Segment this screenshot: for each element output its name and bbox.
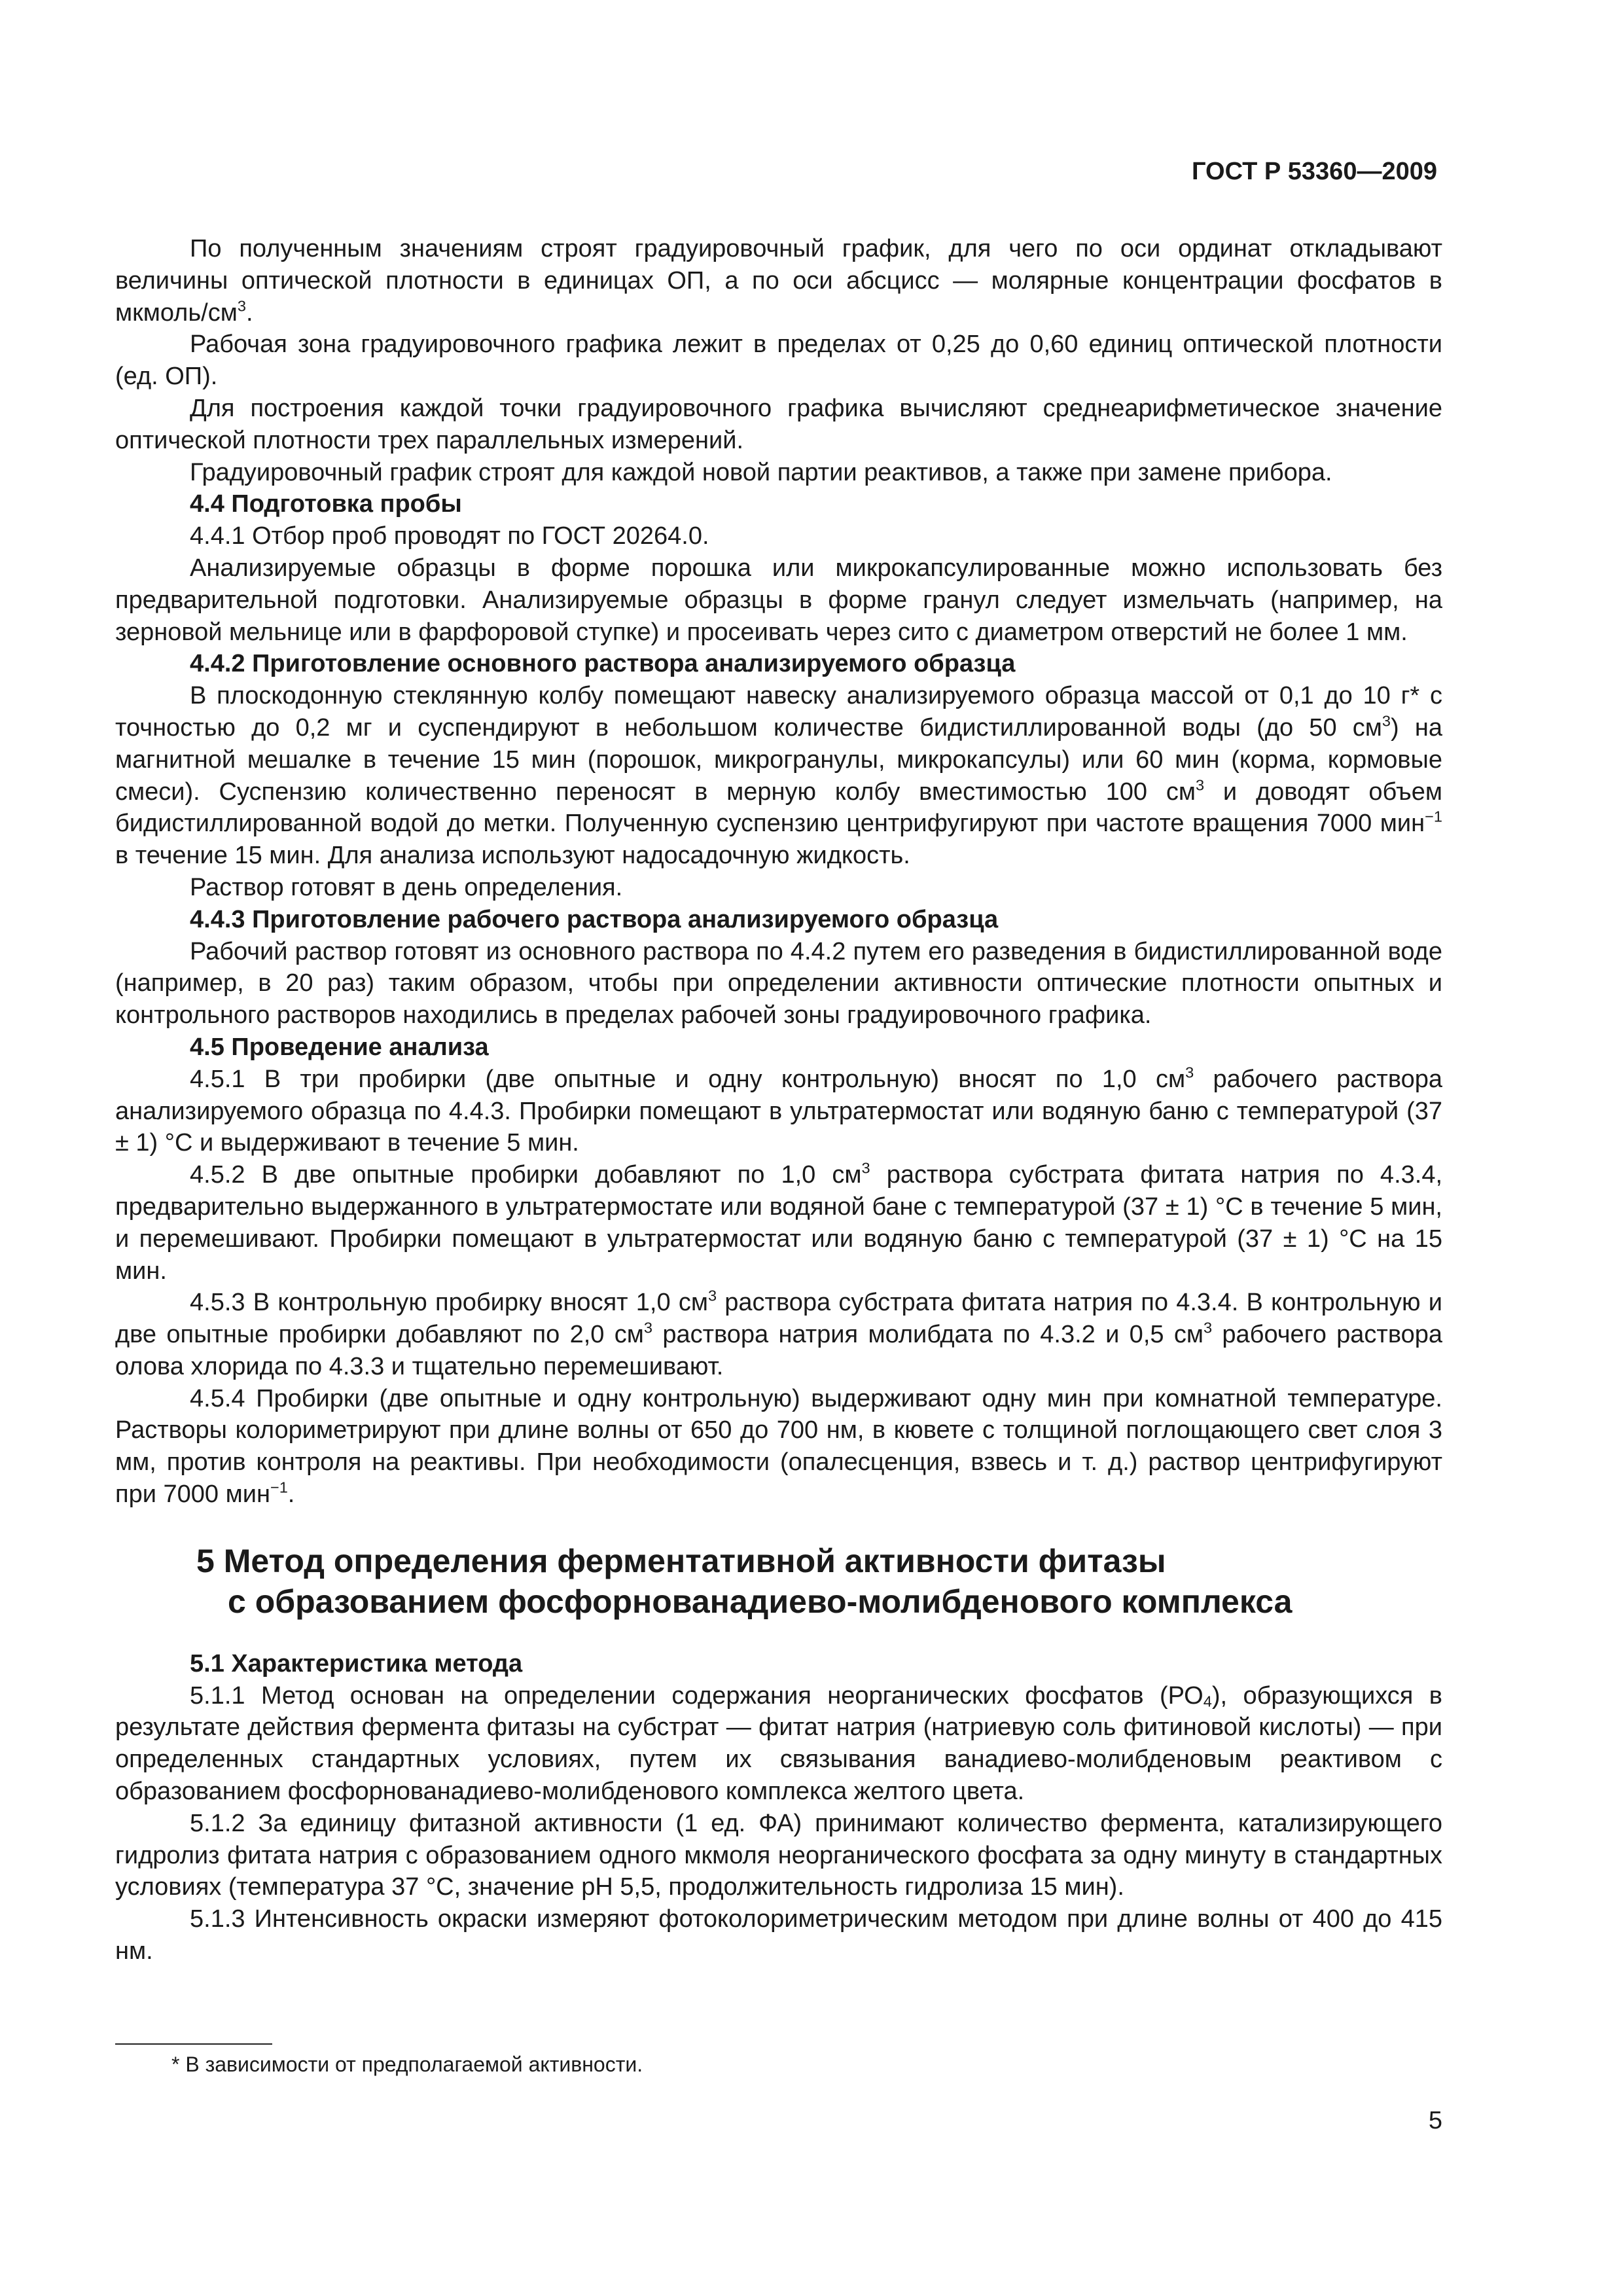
paragraph-4-5-4: 4.5.4 Пробирки (две опытные и одну контрольную) выдерживают одну мин при комнатной температуре. Растворы колориметрируют при длине волны от 650 до 700 нм, в кювете с толщиной поглощающего свет слоя 3 мм, против контроля на реактивы. При необходимости (опалесценция, взвесь и т. д.) раствор центрифугируют при 7000 мин$^{-1}$. [115,1384,1442,1509]
paragraph-stock-solution: В плоскодонную стеклянную колбу помещают навеску анализируемого образца массой от 0,1 до 10 г* с точностью до 0,2 мг и суспендируют в небольшом количестве бидистиллированной воды (до 50 $см^3$) на магнитной мешалке в течение 15 мин (порошок, микрогранулы, микрокапсулы) или 60 мин (корма, кормовые смеси). Суспензию количественно переносят в мерную колбу вместимостью 100 $см^3$ и доводят объем бидистиллированной водой до метки. Полученную суспензию центрифугируют при частоте вращения 7000 мин$^{-1}$ в течение 15 мин. Для анализа используют надосадочную жидкость. [115,682,1442,870]
chapter-5-title [196,1541,1442,1622]
paragraph-working-solution: Рабочий раствор готовят из основного раствора по 4.4.2 путем его разведения в бидистиллированной воде (например, в 20 раз) таким образом, чтобы при определении активности оптические плотности опытных и контрольного растворов находились в пределах рабочей зоны градуировочного графика. [115,937,1442,1030]
document-header: ГОСТ Р 53360—2009 [1192,158,1437,185]
section-heading-4-5: 4.5 Проведение анализа [190,1033,489,1061]
paragraph-working-zone: Рабочая зона градуировочного графика лежит в пределах от 0,25 до 0,60 единиц оптической плотности (ед. ОП). [115,331,1442,391]
paragraph-new-reagents: Градуировочный график строят для каждой новой партии реактивов, а также при замене прибора. [190,458,1332,486]
paragraph-graph-points: Для построения каждой точки градуировочного графика вычисляют среднеарифметическое значение оптической плотности трех параллельных измерений. [115,394,1442,454]
section-heading-4-4: 4.4 Подготовка пробы [190,490,462,518]
page-number: 5 [1428,2107,1442,2134]
footnote: * В зависимости от предполагаемой активности. [171,2053,643,2076]
chapter-5-title-line2: с образованием фосфорнованадиево-молибденового комплекса [228,1583,1293,1620]
chapter-5-title-line1: 5 Метод определения ферментативной активности фитазы [196,1542,1166,1579]
document-body [115,233,1442,1967]
footnote-divider [115,2043,272,2045]
paragraph-sample-forms: Анализируемые образцы в форме порошка или микрокапсулированные можно использовать без предварительной подготовки. Анализируемые образцы в форме гранул следует измельчать (например, на зерновой мельнице или в фарфоровой ступке) и просеивать через сито с диаметром отверстий не более 1 мм. [115,554,1442,646]
paragraph-4-5-2: 4.5.2 В две опытные пробирки добавляют по 1,0 $см^3$ раствора субстрата фитата натрия по 4.3.4, предварительно выдержанного в ультратермостате или водяной бане с температурой (37 ± 1) °С в течение 5 мин, и перемешивают. Пробирки помещают в ультратермостат или водяную баню с температурой (37 ± 1) °С на 15 мин. [115,1159,1443,1285]
paragraph-5-1-3: 5.1.3 Интенсивность окраски измеряют фотоколориметрическим методом при длине волны от 400 до 415 нм. [115,1905,1442,1965]
paragraph-4-4-1: 4.4.1 Отбор проб проводят по ГОСТ 20264.0. [190,522,709,550]
paragraph-same-day: Раствор готовят в день определения. [190,873,623,901]
section-heading-5-1: 5.1 Характеристика метода [190,1649,523,1677]
paragraph-4-5-1: 4.5.1 В три пробирки (две опытные и одну контрольную) вносят по 1,0 $см^3$ рабочего раствора анализируемого образца по 4.4.3. Пробирки помещают в ультратермостат или водяную баню с температурой (37 ± 1) °С и выдерживают в течение 5 мин. [115,1064,1442,1157]
paragraph-5-1-1: 5.1.1 Метод основан на определении содержания неорганических фосфатов $(РО_4)$, образующихся в результате действия фермента фитазы на субстрат — фитат натрия (натриевую соль фитиновой кислоты) — при определенных стандартных условиях, путем их связывания ванадиево-молибденовым реактивом с образованием фосфорнованадиево-молибденового комплекса желтого цвета. [115,1681,1442,1806]
paragraph-calibration-graph: По полученным значениям строят градуировочный график, для чего по оси ординат откладывают величины оптической плотности в единицах ОП, а по оси абсцисс — молярные концентрации фосфатов в мкмоль/$см^3$. [115,235,1442,327]
paragraph-4-5-3: 4.5.3 В контрольную пробирку вносят 1,0 $см^3$ раствора субстрата фитата натрия по 4.3.4. В контрольную и две опытные пробирки добавляют по 2,0 $см^3$ раствора натрия молибдата по 4.3.2 и 0,5 $см^3$ рабочего раствора олова хлорида по 4.3.3 и тщательно перемешивают. [115,1287,1442,1380]
section-heading-4-4-3: 4.4.3 Приготовление рабочего раствора анализируемого образца [190,905,999,933]
section-heading-4-4-2: 4.4.2 Приготовление основного раствора анализируемого образца [190,650,1016,678]
paragraph-5-1-2: 5.1.2 За единицу фитазной активности (1 ед. ФА) принимают количество фермента, катализирующего гидролиз фитата натрия с образованием одного мкмоля неорганического фосфата за одну минуту в стандартных условиях (температура 37 °С, значение рН 5,5, продолжительность гидролиза 15 мин). [115,1809,1442,1901]
